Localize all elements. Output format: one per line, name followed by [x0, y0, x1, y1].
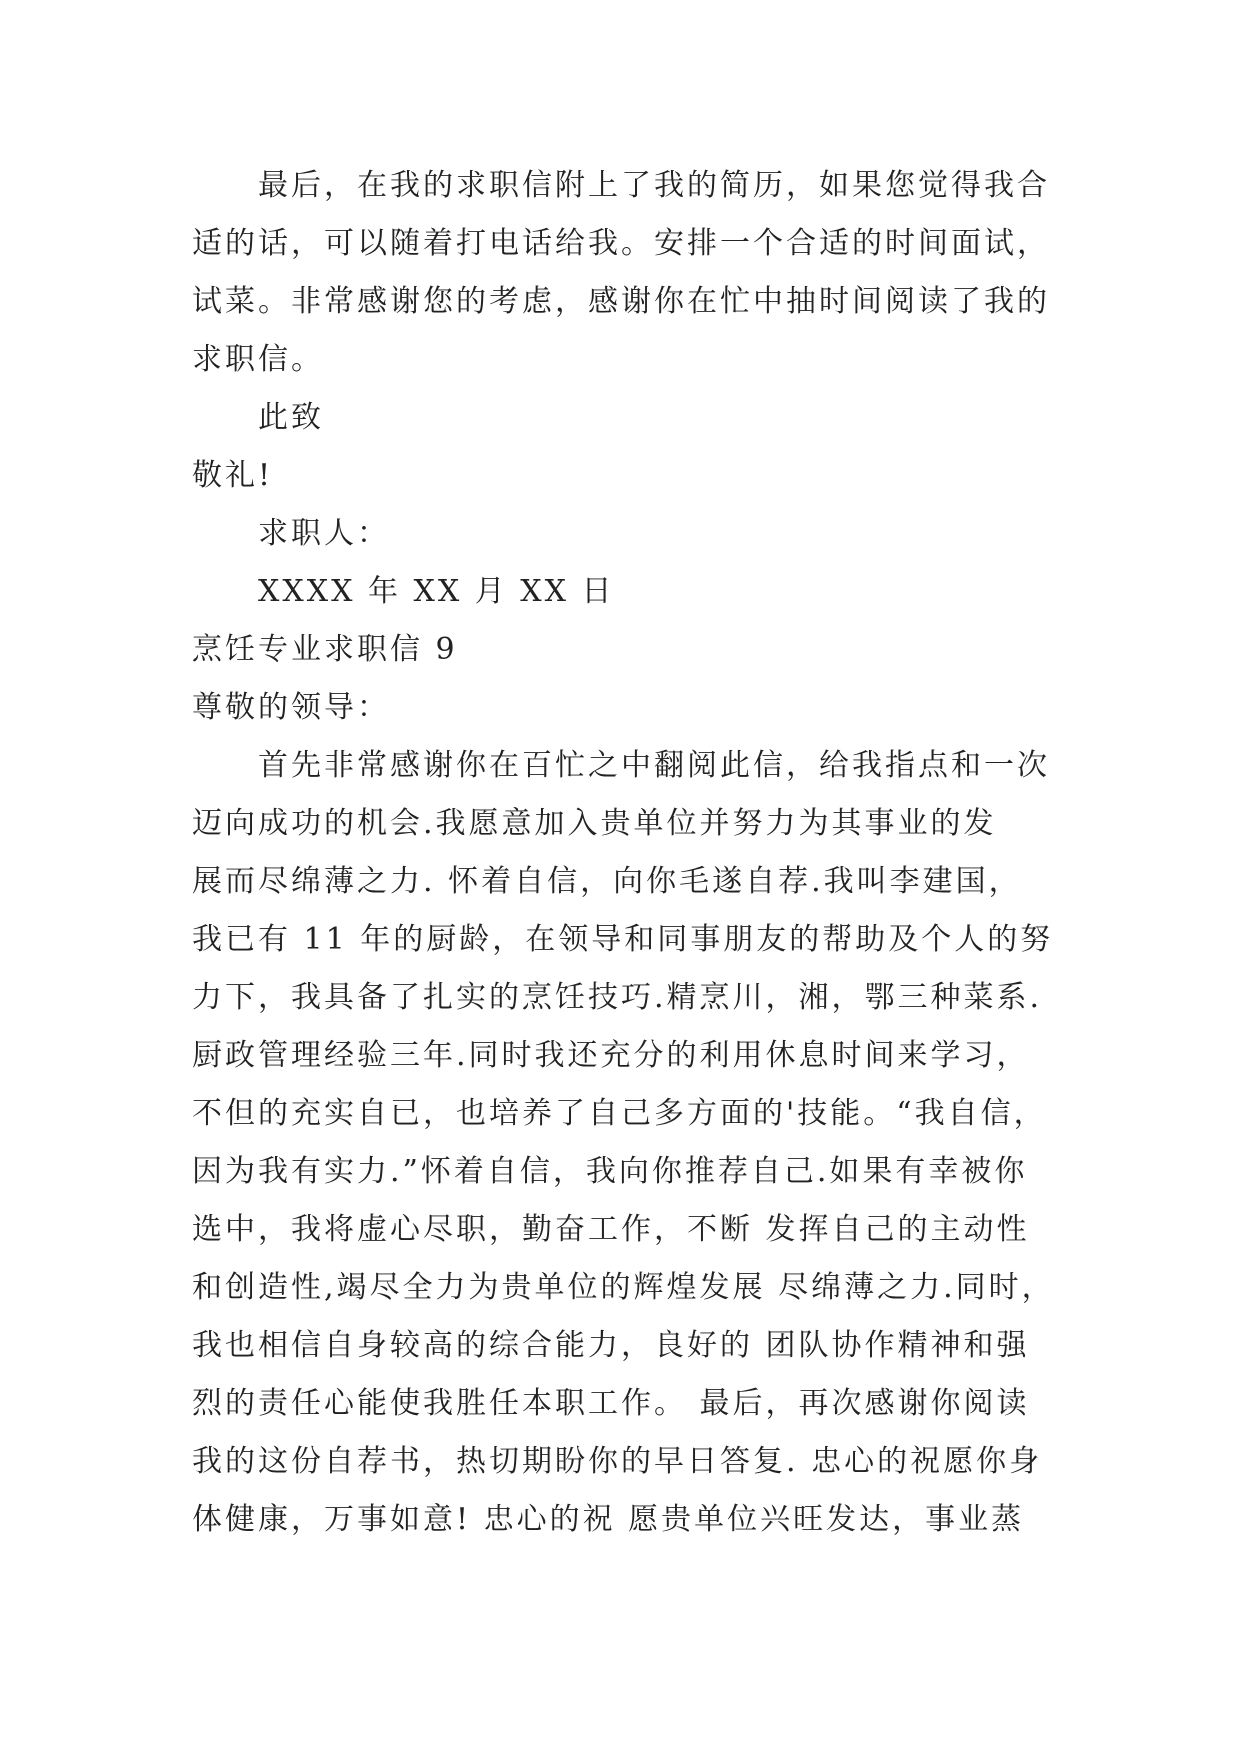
- paragraph-line: 我已有 11 年的厨龄，在领导和同事朋友的帮助及个人的努: [192, 922, 1054, 957]
- paragraph-line: 烈的责任心能使我胜任本职工作。 最后，再次感谢你阅读: [192, 1386, 1030, 1421]
- paragraph-line: 不但的充实自已，也培养了自己多方面的'技能。“我自信，: [192, 1096, 1047, 1131]
- paragraph-line: 迈向成功的机会.我愿意加入贵单位并努力为其事业的发: [192, 806, 997, 841]
- paragraph-line: 首先非常感谢你在百忙之中翻阅此信，给我指点和一次: [258, 748, 1050, 783]
- paragraph-line: 适的话，可以随着打电话给我。安排一个合适的时间面试，: [192, 226, 1050, 261]
- paragraph-line: 和创造性,竭尽全力为贵单位的辉煌发展 尽绵薄之力.同时，: [192, 1270, 1055, 1305]
- closing-regards: 敬礼!: [192, 458, 274, 493]
- greeting: 尊敬的领导：: [192, 690, 390, 725]
- paragraph-line: 体健康，万事如意! 忠心的祝 愿贵单位兴旺发达，事业蒸: [192, 1502, 1025, 1537]
- applicant-label: 求职人：: [258, 516, 390, 551]
- section-title: 烹饪专业求职信 9: [192, 632, 458, 667]
- paragraph-line: 选中，我将虚心尽职，勤奋工作，不断 发挥自己的主动性: [192, 1212, 1030, 1247]
- paragraph-line: 求职信。: [192, 342, 324, 377]
- paragraph-line: 展而尽绵薄之力. 怀着自信，向你毛遂自荐.我叫李建国，: [192, 864, 1022, 899]
- paragraph-line: 试菜。非常感谢您的考虑，感谢你在忙中抽时间阅读了我的: [192, 284, 1050, 319]
- paragraph-line: 因为我有实力.”怀着自信，我向你推荐自己.如果有幸被你: [192, 1154, 1028, 1189]
- closing-salutation: 此致: [258, 400, 324, 435]
- paragraph-line: 我也相信自身较高的综合能力，良好的 团队协作精神和强: [192, 1328, 1030, 1363]
- paragraph-line: 力下，我具备了扎实的烹饪技巧.精烹川，湘，鄂三种菜系.: [192, 980, 1043, 1015]
- letter-date: XXXX 年 XX 月 XX 日: [258, 574, 615, 609]
- paragraph-line: 厨政管理经验三年.同时我还充分的利用休息时间来学习，: [192, 1038, 1030, 1073]
- paragraph-line: 我的这份自荐书，热切期盼你的早日答复. 忠心的祝愿你身: [192, 1444, 1043, 1479]
- paragraph-line: 最后，在我的求职信附上了我的简历，如果您觉得我合: [258, 168, 1050, 203]
